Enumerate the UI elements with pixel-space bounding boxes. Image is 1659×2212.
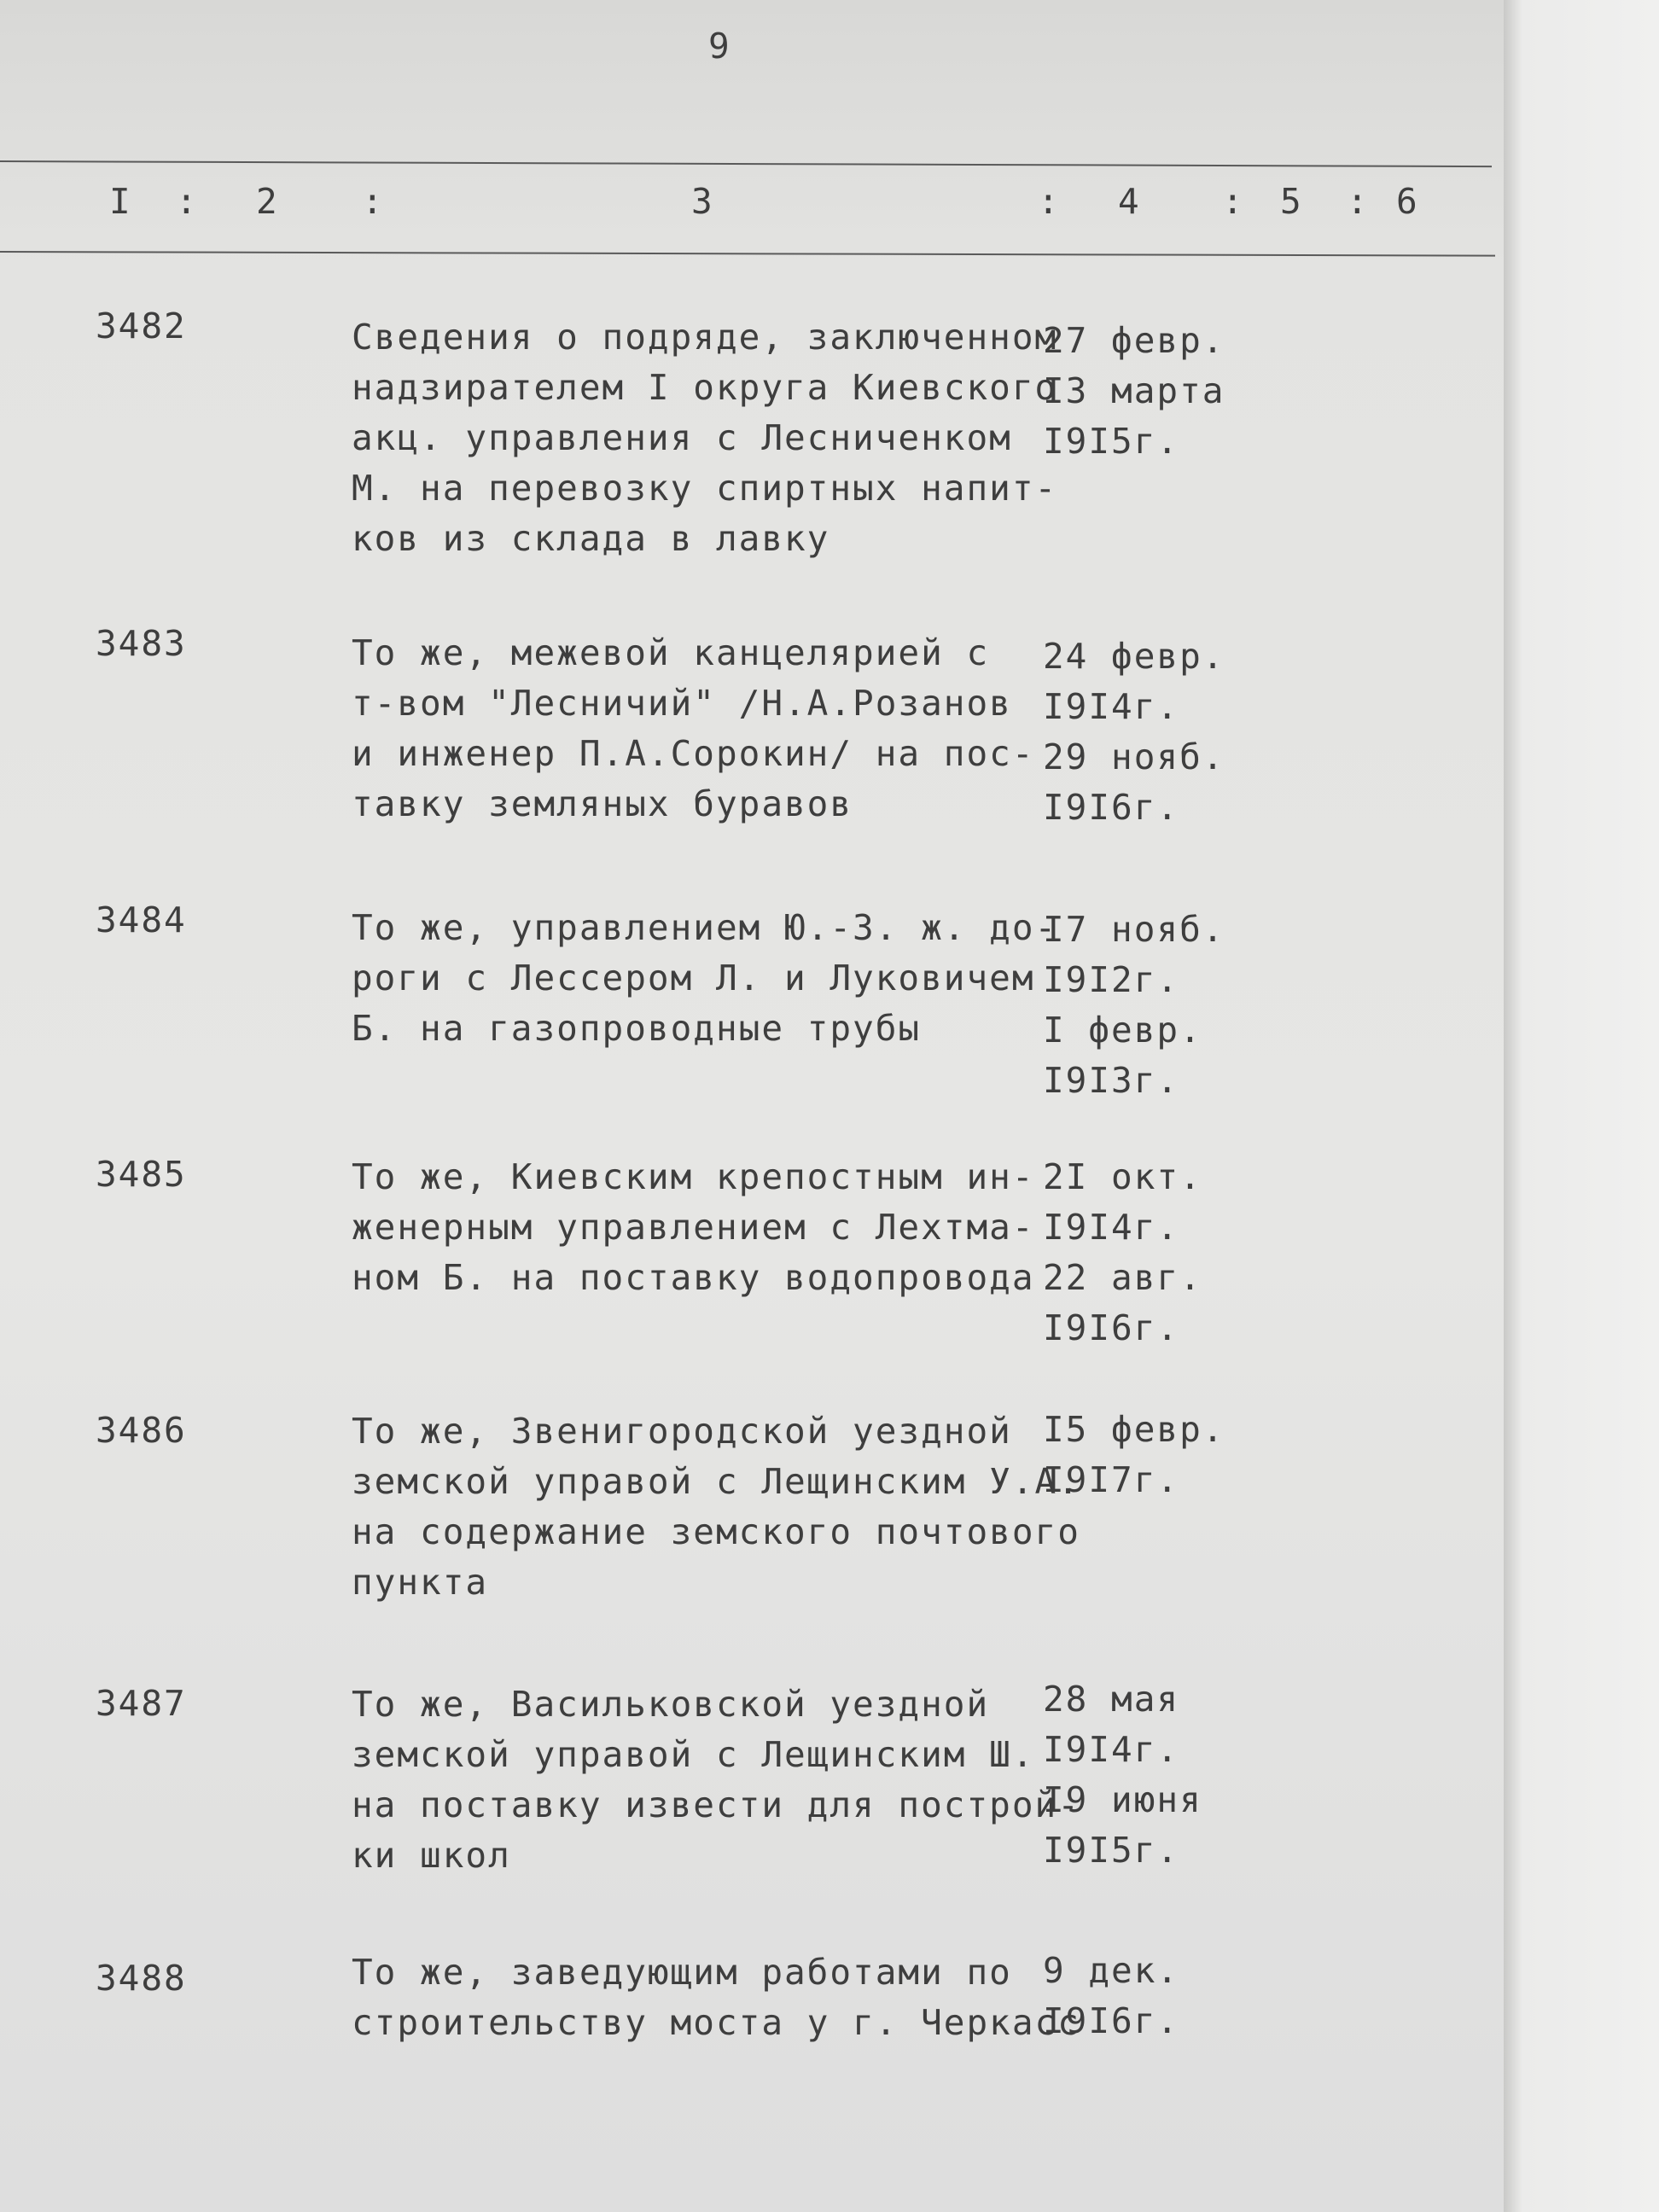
date-line: I9I4г. — [1043, 1207, 1180, 1248]
column-header-2: 2 — [256, 181, 279, 222]
date-line: I9I4г. — [1043, 1729, 1180, 1770]
record-dates — [1043, 905, 1225, 1106]
description-line: пункта — [352, 1562, 489, 1603]
description-line: ном Б. на поставку водопровода — [352, 1257, 1035, 1298]
description-line: земской управой с Лещинским У.А. — [352, 1461, 1080, 1502]
underlying-sheet-edge — [1504, 0, 1659, 2212]
description-line: акц. управления с Лесниченком — [352, 417, 1012, 458]
date-line: 24 февр. — [1043, 636, 1225, 677]
date-line: I5 февр. — [1043, 1409, 1225, 1450]
description-line: на содержание земского почтового — [352, 1511, 1080, 1552]
description-line: То же, межевой канцелярией с — [352, 632, 990, 673]
record-description — [352, 312, 1057, 564]
description-line: То же, управлением Ю.-З. ж. до- — [352, 907, 1058, 948]
description-line: роги с Лессером Л. и Луковичем — [352, 958, 1035, 998]
record-description — [352, 628, 1035, 830]
date-line: I3 марта — [1043, 370, 1225, 411]
column-header-4: 4 — [1118, 181, 1141, 222]
record-number: 3484 — [96, 899, 187, 940]
column-header-3: 3 — [691, 181, 714, 222]
column-header-6: 6 — [1396, 181, 1419, 222]
description-line: т-вом "Лесничий" /Н.А.Розанов — [352, 683, 1012, 724]
date-line: I7 нояб. — [1043, 909, 1225, 950]
description-line: земской управой с Лещинским Ш. — [352, 1734, 1035, 1775]
date-line: 27 февр. — [1043, 320, 1225, 361]
record-number: 3482 — [96, 306, 187, 346]
description-line: надзирателем I округа Киевского — [352, 367, 1058, 408]
description-line: То же, заведующим работами по — [352, 1952, 1012, 1993]
date-line: I9I2г. — [1043, 959, 1180, 1000]
date-line: I9I4г. — [1043, 686, 1180, 727]
date-line: 28 мая — [1043, 1679, 1180, 1720]
page-number: 9 — [708, 26, 731, 67]
record-dates — [1043, 316, 1225, 467]
date-line: I9I6г. — [1043, 2000, 1180, 2041]
date-line: 29 нояб. — [1043, 736, 1225, 777]
record-number: 3487 — [96, 1683, 187, 1724]
record-dates — [1043, 1405, 1225, 1505]
description-line: То же, Киевским крепостным ин- — [352, 1156, 1035, 1197]
description-line: строительству моста у г. Черкасс — [352, 2002, 1080, 2043]
column-separator: : — [362, 181, 385, 222]
record-dates — [1043, 632, 1225, 833]
column-header-5: 5 — [1280, 181, 1303, 222]
description-line: и инженер П.А.Сорокин/ на пос- — [352, 733, 1035, 774]
column-separator: : — [176, 181, 199, 222]
description-line: М. на перевозку спиртных напит- — [352, 468, 1058, 509]
date-line: I9I5г. — [1043, 421, 1180, 462]
date-line: 9 дек. — [1043, 1950, 1180, 1991]
column-separator: : — [1038, 181, 1061, 222]
date-line: I9I5г. — [1043, 1830, 1180, 1871]
date-line: I9 июня — [1043, 1779, 1202, 1820]
record-description — [352, 1406, 1080, 1608]
column-header-1: I — [109, 181, 132, 222]
description-line: Б. на газопроводные трубы — [352, 1008, 922, 1049]
description-line: на поставку извести для построй- — [352, 1784, 1080, 1825]
record-description — [352, 1947, 1080, 2048]
header-top-rule — [0, 160, 1492, 167]
description-line: тавку земляных буравов — [352, 783, 853, 824]
date-line: I9I3г. — [1043, 1060, 1180, 1101]
date-line: 22 авг. — [1043, 1257, 1202, 1298]
column-separator: : — [1347, 181, 1370, 222]
description-line: женерным управлением с Лехтма- — [352, 1207, 1035, 1248]
record-description — [352, 903, 1057, 1054]
date-line: 2I окт. — [1043, 1156, 1202, 1197]
description-line: ков из склада в лавку — [352, 518, 830, 559]
description-line: То же, Васильковской уездной — [352, 1684, 990, 1725]
description-line: ки школ — [352, 1835, 511, 1876]
record-dates — [1043, 1946, 1179, 2046]
date-line: I февр. — [1043, 1010, 1202, 1051]
date-line: I9I7г. — [1043, 1459, 1180, 1500]
record-number: 3488 — [96, 1958, 187, 1999]
record-dates — [1043, 1674, 1202, 1876]
date-line: I9I6г. — [1043, 1307, 1180, 1348]
record-number: 3485 — [96, 1154, 187, 1195]
description-line: То же, Звенигородской уездной — [352, 1411, 1012, 1452]
record-dates — [1043, 1152, 1202, 1353]
record-description — [352, 1679, 1080, 1881]
date-line: I9I6г. — [1043, 787, 1180, 828]
record-number: 3483 — [96, 623, 187, 664]
header-bottom-rule — [0, 251, 1495, 257]
record-description — [352, 1152, 1035, 1303]
record-number: 3486 — [96, 1410, 187, 1451]
column-separator: : — [1222, 181, 1245, 222]
description-line: Сведения о подряде, заключенном — [352, 317, 1058, 358]
